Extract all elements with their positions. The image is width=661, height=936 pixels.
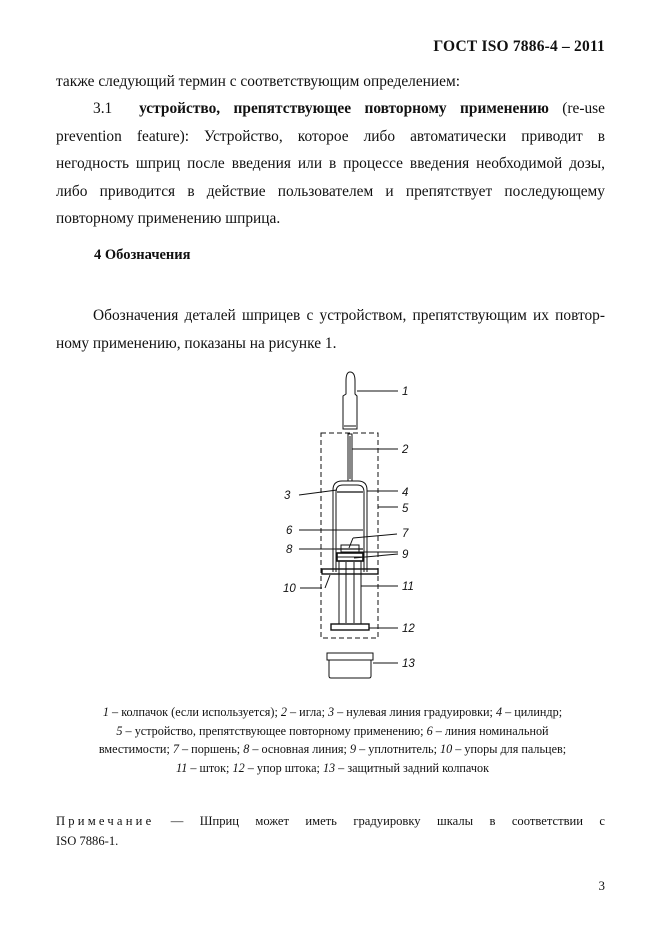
term-name: устройство, препятствующее повторному применению <box>139 100 549 117</box>
designations-line-1: Обозначения деталей шприцев с устройством, препятствующим их повтор- <box>93 307 605 324</box>
caption-text: – шток; <box>187 760 233 775</box>
caption-text: – упоры для пальцев; <box>452 742 567 756</box>
caption-line-2 <box>40 722 625 741</box>
figure-label-9: 9 <box>402 549 409 561</box>
page-number: 3 <box>598 878 605 893</box>
figure-label-2: 2 <box>402 444 409 456</box>
section-heading: 4 Обозначения <box>94 247 191 263</box>
term-line-3: негодность шприц после введения или в процессе введения необходимой дозы, <box>56 155 605 172</box>
finger-flange <box>322 569 378 574</box>
figure-label-10: 10 <box>283 583 296 595</box>
document-header: ГОСТ ISO 7886-4 – 2011 <box>433 38 605 55</box>
caption-num: 10 <box>440 742 453 756</box>
caption-text: – игла; <box>286 705 328 719</box>
note-label: Примечание <box>56 814 155 828</box>
caption-num: 2 <box>280 705 287 719</box>
caption-num: 3 <box>328 705 335 719</box>
caption-num: 6 <box>426 723 433 738</box>
caption-line-3 <box>40 740 625 759</box>
caption-text: вместимости; <box>98 742 173 756</box>
term-line-5: повторному применению шприца. <box>56 210 281 227</box>
caption-text: – уплотнитель; <box>356 742 441 756</box>
caption-num: 5 <box>116 723 123 738</box>
caption-text: – защитный задний колпачок <box>335 760 489 775</box>
figure-label-12: 12 <box>402 623 415 635</box>
caption-text: – колпачок (если используется); <box>109 705 281 719</box>
caption-text: – линия номинальной <box>432 723 549 738</box>
caption-num: 12 <box>232 760 245 775</box>
figure-label-5: 5 <box>402 503 409 515</box>
note-line-1 <box>56 811 605 831</box>
caption-num: 1 <box>102 705 109 719</box>
cap-part <box>343 372 357 429</box>
caption-text: – нулевая линия градуировки; <box>334 705 496 719</box>
figure-label-7: 7 <box>402 528 409 540</box>
figure-label-1: 1 <box>402 386 409 398</box>
caption-text: – упор штока; <box>244 760 323 775</box>
figure-caption <box>40 703 625 777</box>
figure-label-11: 11 <box>402 581 414 593</box>
designations-line-2: ному применению, показаны на рисунке 1. <box>56 334 337 352</box>
figure-label-6: 6 <box>286 525 293 537</box>
figure-label-8: 8 <box>286 544 293 556</box>
note-line-2: ISO 7886-1. <box>56 834 119 848</box>
caption-line-4 <box>40 759 625 778</box>
caption-num: 11 <box>176 760 188 775</box>
caption-text: – поршень; <box>178 742 244 756</box>
caption-num: 8 <box>243 742 250 756</box>
term-line-2: prevention feature): Устройство, которое либо автоматически приводит в <box>56 127 605 145</box>
intro-line: также следующий термин с соответствующим определением: <box>56 73 461 90</box>
term-english: (re-use <box>562 100 605 117</box>
figure-label-3: 3 <box>284 490 291 502</box>
barrel-part <box>333 481 367 572</box>
caption-num: 4 <box>495 705 503 719</box>
caption-num: 13 <box>322 760 336 775</box>
caption-text: – устройство, препятствующее повторному применению; <box>122 723 427 738</box>
caption-num: 9 <box>349 742 357 756</box>
note-text: — Шприц может иметь градуировку шкалы в соответствии с <box>154 814 605 828</box>
thumb-press <box>331 624 369 630</box>
figure-label-4: 4 <box>402 487 409 499</box>
term-line-4: либо приводится в действие пользователем и препятствует последующему <box>56 182 605 200</box>
note-block <box>56 811 605 851</box>
caption-text: – основная линия; <box>249 742 350 756</box>
caption-text: – цилиндр; <box>502 705 563 719</box>
caption-line-1 <box>40 703 625 722</box>
figure-label-13: 13 <box>402 658 415 670</box>
rod-part <box>339 561 361 624</box>
rear-cap <box>327 653 373 678</box>
caption-num: 7 <box>172 742 179 756</box>
term-number: 3.1 <box>93 100 113 117</box>
